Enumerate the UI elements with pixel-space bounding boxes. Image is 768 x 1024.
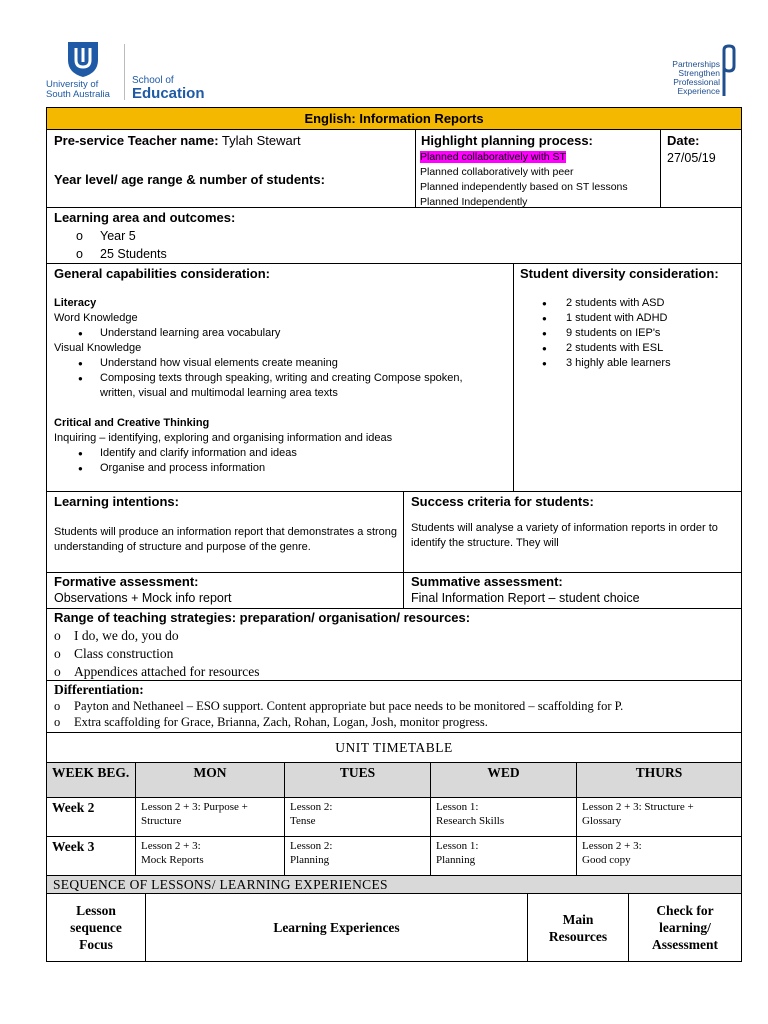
inquiring-item: ● Identify and clarify information and ideas [54, 446, 504, 461]
timetable-cell [577, 837, 742, 876]
general-capabilities-cell [46, 263, 514, 492]
education-label: Education [132, 85, 205, 102]
planning-process-cell [415, 129, 661, 208]
sequence-col-assessment [629, 894, 742, 962]
cell-line: Lesson 2: [290, 840, 333, 852]
inquiring-item: ● Organise and process information [54, 461, 504, 476]
diversity-item: ● 1 student with ADHD [514, 311, 671, 326]
cell-line: Lesson 1: [436, 840, 479, 852]
unit-timetable [46, 762, 742, 876]
partners-line4: Experience [677, 86, 720, 96]
differentiation-item: o Extra scaffolding for Grace, Brianna, Zach, Rohan, Logan, Josh, monitor progress. [50, 714, 623, 730]
sequence-col-lesson [47, 894, 146, 962]
formative-text: Observations + Mock info report [54, 591, 232, 605]
summative-label: Summative assessment: [411, 574, 563, 589]
teacher-label: Pre-service Teacher name: [54, 133, 219, 148]
cell-line: Good copy [582, 854, 631, 866]
sequence-table [46, 893, 742, 962]
learning-area-label: Learning area and outcomes: [54, 210, 236, 225]
cell-line: Lesson 2 + 3: Purpose + [141, 801, 248, 813]
col-line: Main [562, 911, 594, 927]
formative-label: Formative assessment: [54, 574, 199, 589]
visual-item: ● Understand how visual elements create meaning [54, 356, 504, 371]
cell-line: Lesson 1: [436, 801, 479, 813]
success-criteria-label: Success criteria for students: [411, 494, 594, 509]
cell-line: Lesson 2 + 3: Structure + [582, 801, 694, 813]
table-row [47, 837, 742, 876]
timetable-cell [136, 798, 285, 837]
cell-line: Structure [141, 815, 182, 827]
col-line: Lesson [76, 903, 116, 918]
word-item: ● Understand learning area vocabulary [54, 326, 504, 341]
diversity-item: ● 2 students with ASD [514, 296, 671, 311]
strategies-cell [46, 608, 742, 681]
diversity-item: ● 2 students with ESL [514, 341, 671, 356]
process-option-4: Planned Independently [420, 196, 528, 208]
differentiation-item: o Payton and Nethaneel – ESO support. Content appropriate but pace needs to be monitored – scaffolding for P. [50, 698, 623, 714]
cell-line: Lesson 2 + 3: [582, 840, 642, 852]
cell-line: Planning [290, 854, 330, 866]
timetable-header-row [47, 763, 742, 798]
learning-area-item: o Year 5 [54, 227, 167, 245]
sequence-title: SEQUENCE OF LESSONS/ LEARNING EXPERIENCES [53, 877, 388, 892]
teacher-name: Tylah Stewart [218, 133, 301, 148]
timetable-header-thurs: THURS [577, 763, 742, 798]
timetable-cell [136, 837, 285, 876]
process-option-2: Planned collaboratively with peer [420, 166, 574, 178]
plan-title: English: Information Reports [304, 111, 484, 126]
diversity-label: Student diversity consideration: [520, 266, 719, 281]
strategy-item: o Class construction [50, 645, 260, 663]
student-diversity-cell [513, 263, 742, 492]
date-cell [660, 129, 742, 208]
summative-cell [403, 572, 742, 609]
timetable-header-week: WEEK BEG. [47, 763, 136, 798]
word-knowledge: Word Knowledge [54, 312, 138, 324]
timetable-cell [285, 837, 431, 876]
strategy-item: o I do, we do, you do [50, 627, 260, 645]
general-cap-label: General capabilities consideration: [54, 266, 271, 281]
strategies-label: Range of teaching strategies: preparation/ organisation/ resources: [54, 610, 471, 625]
differentiation-cell [46, 680, 742, 733]
sequence-col-resources [528, 894, 629, 962]
col-line: sequence [70, 920, 122, 935]
diversity-item: ● 9 students on IEP's [514, 326, 671, 341]
plan-title-bar [46, 107, 742, 130]
col-line: Focus [79, 937, 113, 952]
school-of-label: School of [132, 75, 174, 86]
critical-heading: Critical and Creative Thinking [54, 417, 210, 429]
timetable-header-tues: TUES [285, 763, 431, 798]
sequence-title-bar [46, 875, 742, 894]
inquiring: Inquiring – identifying, exploring and organising information and ideas [54, 432, 393, 444]
col-line: Check for [656, 903, 714, 918]
learning-area-item: o 25 Students [54, 245, 167, 263]
differentiation-label: Differentiation: [54, 682, 144, 697]
partnership-p-icon [720, 44, 738, 98]
year-level-label: Year level/ age range & number of students: [54, 172, 325, 187]
cell-line: Glossary [582, 815, 622, 827]
visual-item: ● Composing texts through speaking, writing and creating Compose spoken, written, visual and multimodal learning area texts [54, 371, 504, 401]
sequence-header-row [47, 894, 742, 962]
timetable-cell [431, 798, 577, 837]
timetable-header-mon: MON [136, 763, 285, 798]
process-option-1: Planned collaboratively with ST [420, 151, 566, 163]
cell-line: Research Skills [436, 815, 505, 827]
cell-line: Mock Reports [141, 854, 204, 866]
process-option-3: Planned independently based on ST lessons [420, 181, 628, 193]
sequence-col-experiences: Learning Experiences [146, 894, 528, 962]
unisa-logo [46, 40, 206, 102]
learning-intentions-label: Learning intentions: [54, 494, 179, 509]
col-line: Assessment [652, 937, 718, 952]
visual-knowledge: Visual Knowledge [54, 342, 142, 354]
cell-line: Planning [436, 854, 476, 866]
partnerships-logo [650, 44, 740, 100]
partners-line1: Partnerships [672, 59, 720, 69]
literacy-heading: Literacy [54, 297, 97, 309]
partners-line3: Professional [673, 77, 720, 87]
unisa-shield-icon [64, 40, 102, 78]
highlight-label: Highlight planning process: [421, 133, 593, 148]
timetable-cell [285, 798, 431, 837]
diversity-item: ● 3 highly able learners [514, 356, 671, 371]
timetable-title: UNIT TIMETABLE [335, 740, 453, 755]
partners-line2: Strengthen [678, 68, 720, 78]
week-label: Week 2 [47, 798, 136, 837]
date-label: Date: [667, 133, 700, 148]
timetable-cell [431, 837, 577, 876]
unisa-name-line2: South Australia [46, 89, 110, 100]
col-line: Resources [548, 928, 608, 944]
col-line: learning/ [659, 920, 711, 935]
learning-intentions-text: Students will produce an information report that demonstrates a strong understanding of structure and purpose of the genre. [54, 526, 398, 553]
table-row [47, 798, 742, 837]
week-label: Week 3 [47, 837, 136, 876]
strategy-item: o Appendices attached for resources [50, 663, 260, 681]
timetable-header-wed: WED [431, 763, 577, 798]
cell-line: Lesson 2 + 3: [141, 840, 201, 852]
date-value: 27/05/19 [667, 151, 716, 165]
summative-text: Final Information Report – student choice [411, 591, 640, 605]
formative-cell [46, 572, 404, 609]
success-criteria-cell [403, 491, 742, 573]
timetable-cell [577, 798, 742, 837]
teacher-cell [46, 129, 416, 208]
unisa-name-line1: University of [46, 79, 99, 90]
cell-line: Tense [290, 815, 316, 827]
cell-line: Lesson 2: [290, 801, 333, 813]
learning-area-cell [46, 207, 742, 264]
success-criteria-text: Students will analyse a variety of information reports in order to identify the structure. They will [411, 522, 718, 549]
unit-timetable-title [46, 732, 742, 763]
learning-intentions-cell [46, 491, 404, 573]
